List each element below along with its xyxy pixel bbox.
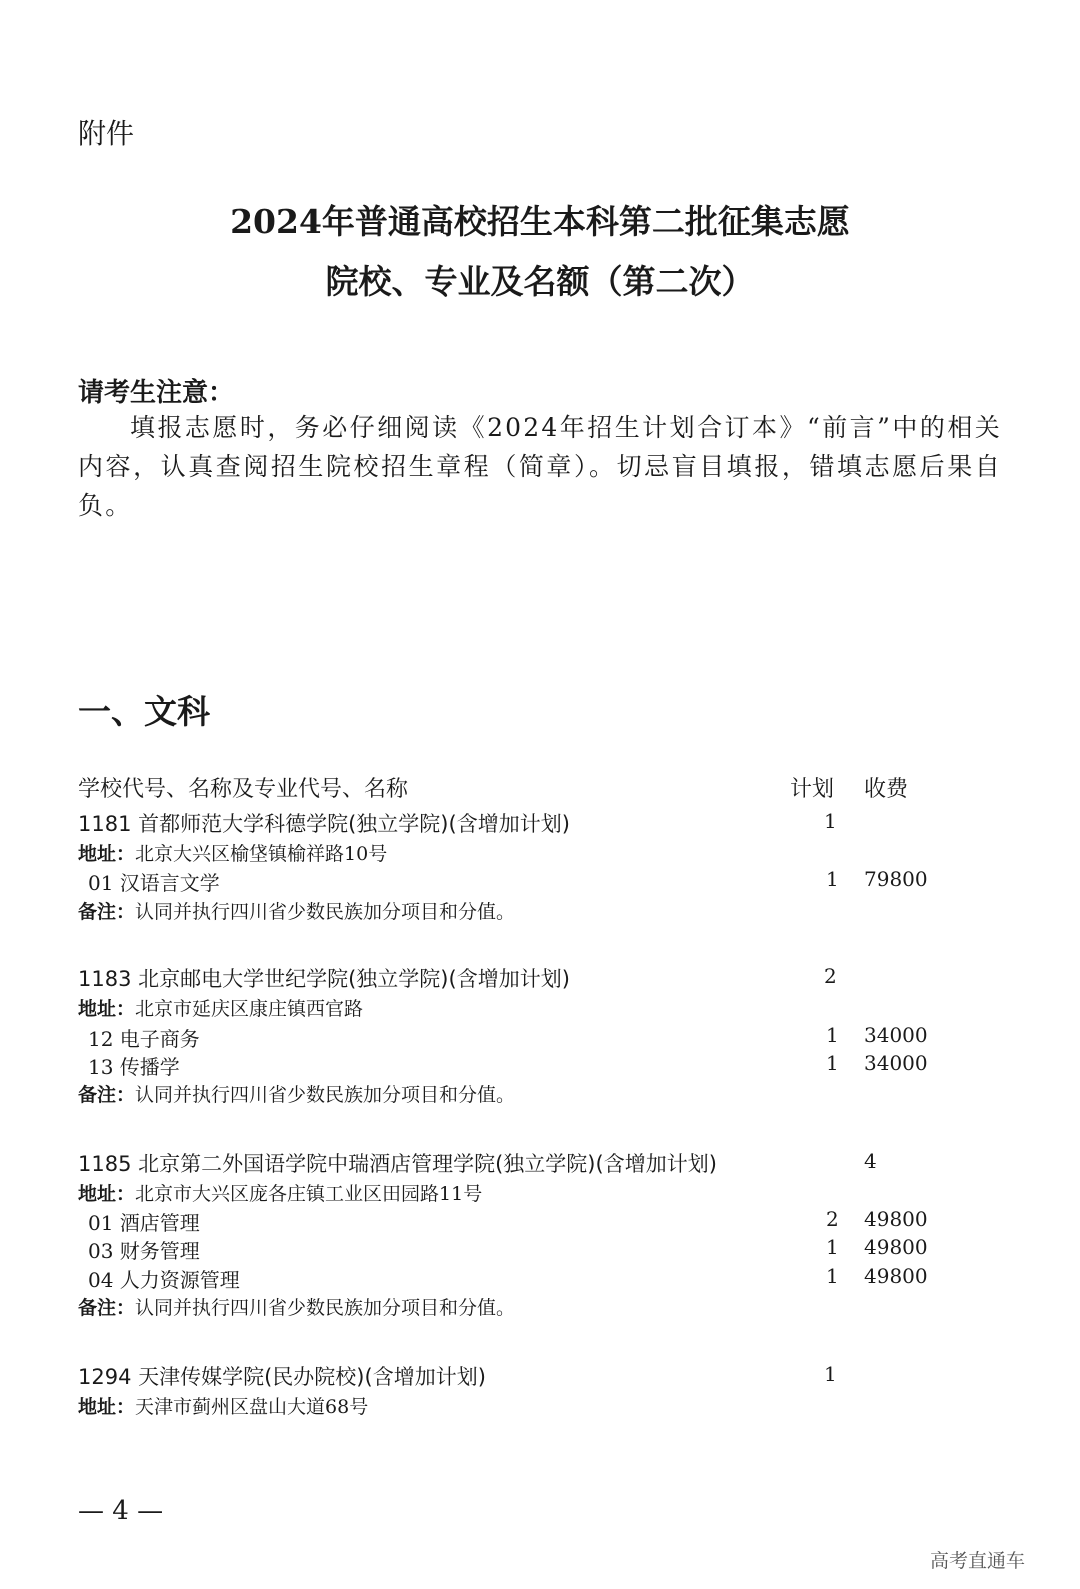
major-fee: 49800 xyxy=(864,1207,928,1231)
school-plan: 2 xyxy=(824,964,837,988)
column-header-name: 学校代号、名称及专业代号、名称 xyxy=(78,777,409,802)
major-name: 13 传播学 xyxy=(88,1055,180,1079)
major-name: 04 人力资源管理 xyxy=(88,1268,240,1292)
address-label: 地址： xyxy=(78,1183,136,1205)
major-fee: 49800 xyxy=(864,1264,928,1288)
major-plan: 1 xyxy=(826,1235,839,1259)
school-plan: 4 xyxy=(864,1149,877,1173)
address-value: 天津市蓟州区盘山大道68号 xyxy=(135,1396,369,1418)
notice-heading: 请考生注意： xyxy=(78,378,235,408)
school-remark xyxy=(78,1080,515,1107)
major-fee: 79800 xyxy=(864,867,928,891)
page-number: — 4 — xyxy=(78,1496,164,1526)
school-header: 1185 北京第二外国语学院中瑞酒店管理学院(独立学院)(含增加计划) xyxy=(78,1152,717,1176)
remark-label: 备注： xyxy=(78,1084,136,1106)
school-address xyxy=(78,1392,368,1419)
school-address xyxy=(78,994,363,1021)
major-plan: 1 xyxy=(826,1051,839,1075)
major-name: 01 酒店管理 xyxy=(88,1211,200,1235)
address-label: 地址： xyxy=(78,1396,136,1418)
major-fee: 49800 xyxy=(864,1235,928,1259)
school-remark xyxy=(78,1293,515,1320)
address-label: 地址： xyxy=(78,843,136,865)
major-plan: 1 xyxy=(826,1264,839,1288)
school-header: 1294 天津传媒学院(民办院校)(含增加计划) xyxy=(78,1365,486,1389)
major-name: 12 电子商务 xyxy=(88,1027,200,1051)
address-value: 北京市大兴区庞各庄镇工业区田园路11号 xyxy=(135,1183,483,1205)
remark-value: 认同并执行四川省少数民族加分项目和分值。 xyxy=(135,1297,516,1319)
remark-value: 认同并执行四川省少数民族加分项目和分值。 xyxy=(135,901,516,923)
attachment-label: 附件 xyxy=(78,117,135,150)
remark-label: 备注： xyxy=(78,1297,136,1319)
section-title: 一、文科 xyxy=(78,692,210,731)
column-header-plan: 计划 xyxy=(790,777,835,802)
major-name: 03 财务管理 xyxy=(88,1239,200,1263)
school-address xyxy=(78,839,387,866)
major-plan: 2 xyxy=(826,1207,839,1231)
address-label: 地址： xyxy=(78,998,136,1020)
major-name: 01 汉语言文学 xyxy=(88,871,220,895)
major-plan: 1 xyxy=(826,867,839,891)
school-remark xyxy=(78,897,515,924)
school-header: 1181 首都师范大学科德学院(独立学院)(含增加计划) xyxy=(78,812,570,836)
notice-body: 填报志愿时，务必仔细阅读《2024年招生计划合订本》“前言”中的相关内容，认真查阅招生院校招生章程（简章）。切忌盲目填报，错填志愿后果自负。 xyxy=(78,413,1002,520)
major-fee: 34000 xyxy=(864,1023,928,1047)
major-plan: 1 xyxy=(826,1023,839,1047)
remark-label: 备注： xyxy=(78,901,136,923)
document-title-line-1: 2024年普通高校招生本科第二批征集志愿 xyxy=(230,202,850,241)
school-address xyxy=(78,1179,482,1206)
school-header: 1183 北京邮电大学世纪学院(独立学院)(含增加计划) xyxy=(78,967,570,991)
column-header-fee: 收费 xyxy=(864,777,909,802)
remark-value: 认同并执行四川省少数民族加分项目和分值。 xyxy=(135,1084,516,1106)
document-title-line-2: 院校、专业及名额（第二次） xyxy=(325,262,755,301)
school-plan: 1 xyxy=(824,1362,837,1386)
address-value: 北京市延庆区康庄镇西官路 xyxy=(135,998,364,1020)
address-value: 北京大兴区榆垡镇榆祥路10号 xyxy=(135,843,388,865)
watermark: 高考直通车 xyxy=(930,1550,1026,1572)
major-fee: 34000 xyxy=(864,1051,928,1075)
school-plan: 1 xyxy=(824,809,837,833)
